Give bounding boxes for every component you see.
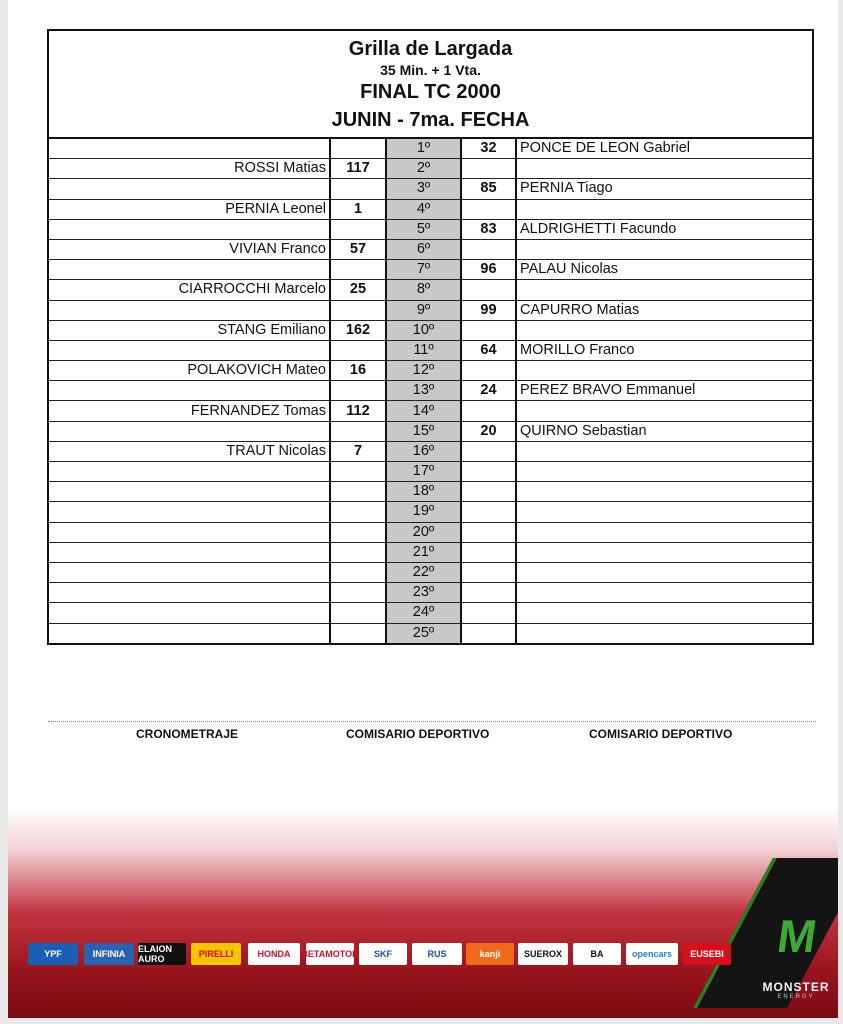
left-driver-name	[49, 421, 330, 441]
right-driver-name: CAPURRO Matias	[516, 300, 812, 320]
left-car-number: 16	[330, 361, 386, 381]
left-car-number	[330, 583, 386, 603]
grid-position: 1º	[386, 139, 461, 159]
left-car-number	[330, 522, 386, 542]
left-driver-name	[49, 260, 330, 280]
right-driver-name	[516, 502, 812, 522]
grid-row	[49, 320, 812, 340]
sponsor-logo-suerox: SUEROX	[518, 943, 568, 965]
right-car-number	[461, 562, 516, 582]
grid-header	[49, 31, 812, 139]
grid-position: 5º	[386, 219, 461, 239]
right-driver-name: PONCE DE LEON Gabriel	[516, 139, 812, 159]
sponsor-logo-ba: BA	[573, 943, 621, 965]
grid-row	[49, 361, 812, 381]
grid-row	[49, 381, 812, 401]
left-car-number	[330, 300, 386, 320]
grid-position: 4º	[386, 199, 461, 219]
left-car-number: 25	[330, 280, 386, 300]
grid-row	[49, 179, 812, 199]
grid-position: 2º	[386, 159, 461, 179]
right-car-number	[461, 401, 516, 421]
right-car-number	[461, 623, 516, 643]
right-car-number: 83	[461, 219, 516, 239]
grid-row	[49, 340, 812, 360]
left-driver-name	[49, 340, 330, 360]
right-car-number: 96	[461, 260, 516, 280]
left-car-number: 117	[330, 159, 386, 179]
right-driver-name: PALAU Nicolas	[516, 260, 812, 280]
left-car-number	[330, 482, 386, 502]
right-car-number	[461, 239, 516, 259]
grid-position: 17º	[386, 462, 461, 482]
grid-position: 13º	[386, 381, 461, 401]
sponsor-logo-rus: RUS	[412, 943, 462, 965]
right-driver-name: PERNIA Tiago	[516, 179, 812, 199]
grid-position: 7º	[386, 260, 461, 280]
grid-position: 19º	[386, 502, 461, 522]
grid-position: 21º	[386, 542, 461, 562]
grid-row	[49, 421, 812, 441]
left-car-number	[330, 219, 386, 239]
left-driver-name: TRAUT Nicolas	[49, 441, 330, 461]
left-car-number	[330, 542, 386, 562]
left-driver-name	[49, 502, 330, 522]
left-driver-name: FERNANDEZ Tomas	[49, 401, 330, 421]
grid-title: Grilla de Largada	[348, 38, 513, 60]
grid-row	[49, 502, 812, 522]
right-driver-name	[516, 583, 812, 603]
left-car-number	[330, 421, 386, 441]
right-car-number	[461, 482, 516, 502]
sponsor-logo-opencars: opencars	[626, 943, 678, 965]
left-car-number: 112	[330, 401, 386, 421]
grid-position: 20º	[386, 522, 461, 542]
grid-row	[49, 462, 812, 482]
grid-row	[49, 441, 812, 461]
grid-row	[49, 199, 812, 219]
right-driver-name	[516, 462, 812, 482]
left-driver-name	[49, 179, 330, 199]
right-driver-name: MORILLO Franco	[516, 340, 812, 360]
monster-claw-icon: M	[774, 910, 818, 962]
grid-table	[49, 139, 812, 643]
right-car-number: 64	[461, 340, 516, 360]
left-car-number: 1	[330, 199, 386, 219]
right-driver-name	[516, 320, 812, 340]
right-car-number: 85	[461, 179, 516, 199]
grid-position: 23º	[386, 583, 461, 603]
monster-brand-text: MONSTER	[762, 980, 830, 994]
right-driver-name	[516, 401, 812, 421]
grid-row	[49, 239, 812, 259]
left-driver-name	[49, 462, 330, 482]
left-car-number	[330, 562, 386, 582]
sponsor-logo-ypf: YPF	[28, 943, 78, 965]
right-car-number	[461, 280, 516, 300]
grid-position: 15º	[386, 421, 461, 441]
right-car-number	[461, 583, 516, 603]
right-driver-name: ALDRIGHETTI Facundo	[516, 219, 812, 239]
left-driver-name	[49, 139, 330, 159]
left-driver-name: VIVIAN Franco	[49, 239, 330, 259]
right-car-number	[461, 603, 516, 623]
right-driver-name	[516, 603, 812, 623]
right-car-number: 24	[461, 381, 516, 401]
grid-row	[49, 482, 812, 502]
sponsor-logo-honda: HONDA	[248, 943, 300, 965]
grid-table-body	[49, 139, 812, 643]
left-driver-name	[49, 623, 330, 643]
starting-grid	[47, 29, 814, 645]
left-driver-name: POLAKOVICH Mateo	[49, 361, 330, 381]
grid-position: 18º	[386, 482, 461, 502]
left-car-number	[330, 462, 386, 482]
grid-row	[49, 562, 812, 582]
right-driver-name	[516, 542, 812, 562]
right-car-number: 20	[461, 421, 516, 441]
left-car-number	[330, 179, 386, 199]
right-car-number: 99	[461, 300, 516, 320]
right-driver-name	[516, 239, 812, 259]
grid-position: 9º	[386, 300, 461, 320]
document-page	[8, 0, 838, 1018]
left-driver-name	[49, 300, 330, 320]
right-driver-name	[516, 522, 812, 542]
left-driver-name	[49, 381, 330, 401]
signature-steward-1: COMISARIO DEPORTIVO	[346, 727, 490, 741]
grid-position: 12º	[386, 361, 461, 381]
grid-row	[49, 542, 812, 562]
right-car-number	[461, 159, 516, 179]
right-car-number	[461, 361, 516, 381]
left-car-number	[330, 623, 386, 643]
grid-position: 10º	[386, 320, 461, 340]
left-driver-name	[49, 542, 330, 562]
left-driver-name	[49, 603, 330, 623]
left-car-number: 57	[330, 239, 386, 259]
left-driver-name	[49, 482, 330, 502]
right-driver-name: PEREZ BRAVO Emmanuel	[516, 381, 812, 401]
signature-line	[48, 721, 816, 722]
left-car-number: 162	[330, 320, 386, 340]
left-driver-name: STANG Emiliano	[49, 320, 330, 340]
grid-position: 14º	[386, 401, 461, 421]
monster-sub-text: ENERGY	[777, 994, 815, 1000]
grid-row	[49, 159, 812, 179]
right-driver-name	[516, 482, 812, 502]
right-car-number	[461, 199, 516, 219]
sponsor-logo-elaion-auro: ELAION AURO	[138, 943, 186, 965]
grid-row	[49, 603, 812, 623]
right-driver-name	[516, 441, 812, 461]
left-car-number	[330, 502, 386, 522]
grid-position: 24º	[386, 603, 461, 623]
left-driver-name: ROSSI Matias	[49, 159, 330, 179]
grid-row	[49, 280, 812, 300]
right-car-number: 32	[461, 139, 516, 159]
left-driver-name	[49, 562, 330, 582]
right-car-number	[461, 462, 516, 482]
left-car-number	[330, 260, 386, 280]
sponsor-logo-pirelli: PIRELLI	[191, 943, 241, 965]
grid-row	[49, 300, 812, 320]
right-driver-name	[516, 159, 812, 179]
left-car-number: 7	[330, 441, 386, 461]
left-driver-name	[49, 219, 330, 239]
grid-position: 6º	[386, 239, 461, 259]
grid-row	[49, 260, 812, 280]
monster-energy-logo	[760, 912, 832, 1000]
sponsor-logo-betamotor: BETAMOTOR	[306, 943, 354, 965]
sponsor-logo-kanji: kanji	[466, 943, 514, 965]
grid-row	[49, 219, 812, 239]
left-car-number	[330, 381, 386, 401]
grid-row	[49, 139, 812, 159]
event-name: JUNIN - 7ma. FECHA	[331, 109, 530, 131]
grid-position: 3º	[386, 179, 461, 199]
right-car-number	[461, 502, 516, 522]
right-driver-name	[516, 361, 812, 381]
race-duration: 35 Min. + 1 Vta.	[380, 62, 481, 78]
race-name: FINAL TC 2000	[360, 81, 501, 103]
right-car-number	[461, 320, 516, 340]
right-driver-name	[516, 562, 812, 582]
left-car-number	[330, 340, 386, 360]
grid-row	[49, 583, 812, 603]
sponsor-logo-infinia: INFINIA	[84, 943, 134, 965]
grid-position: 22º	[386, 562, 461, 582]
left-driver-name: CIARROCCHI Marcelo	[49, 280, 330, 300]
left-driver-name	[49, 583, 330, 603]
sponsor-logo-eusebi: EUSEBI	[683, 943, 731, 965]
grid-row	[49, 522, 812, 542]
right-driver-name	[516, 623, 812, 643]
grid-position: 8º	[386, 280, 461, 300]
grid-position: 16º	[386, 441, 461, 461]
right-car-number	[461, 522, 516, 542]
left-car-number	[330, 139, 386, 159]
sponsor-logo-skf: SKF	[359, 943, 407, 965]
left-driver-name	[49, 522, 330, 542]
grid-row	[49, 623, 812, 643]
left-car-number	[330, 603, 386, 623]
grid-position: 25º	[386, 623, 461, 643]
left-driver-name: PERNIA Leonel	[49, 199, 330, 219]
grid-position: 11º	[386, 340, 461, 360]
right-driver-name: QUIRNO Sebastian	[516, 421, 812, 441]
right-driver-name	[516, 280, 812, 300]
signature-timing: CRONOMETRAJE	[136, 727, 239, 741]
right-car-number	[461, 542, 516, 562]
right-car-number	[461, 441, 516, 461]
grid-row	[49, 401, 812, 421]
right-driver-name	[516, 199, 812, 219]
signature-steward-2: COMISARIO DEPORTIVO	[589, 727, 733, 741]
